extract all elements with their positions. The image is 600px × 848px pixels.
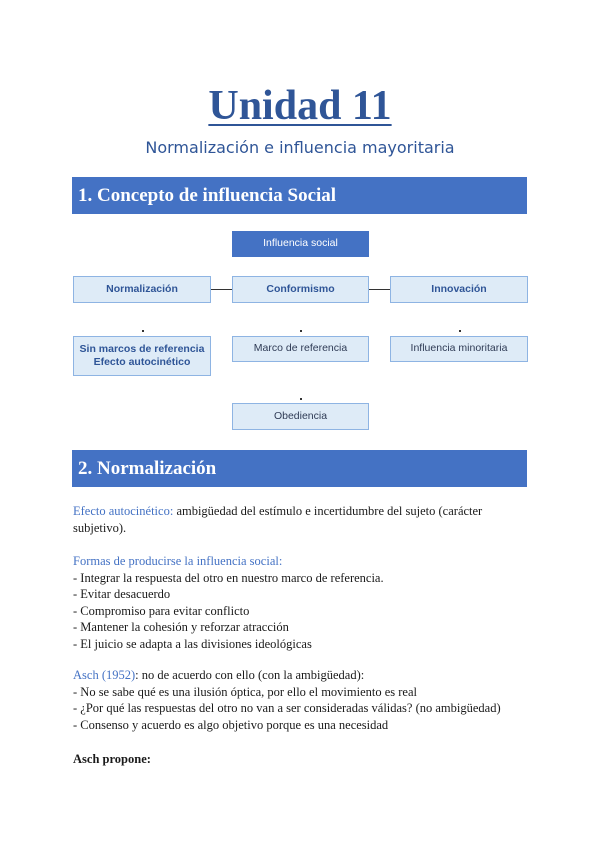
node-conformismo: Conformismo: [232, 276, 369, 303]
list-item: - Integrar la respuesta del otro en nuestro marco de referencia.: [73, 570, 384, 585]
list-item: - Compromiso para evitar conflicto: [73, 603, 250, 618]
node-normalizacion: Normalización: [73, 276, 211, 303]
efecto-text-2: subjetivo).: [73, 520, 127, 535]
node-sin-marcos-line2: Efecto autocinético: [93, 356, 191, 368]
page-subtitle: Normalización e influencia mayoritaria: [145, 138, 455, 157]
connector-dot: [300, 398, 302, 400]
node-innovacion: Innovación: [390, 276, 528, 303]
list-item: - Mantener la cohesión y reforzar atracción: [73, 620, 289, 634]
list-item: - ¿Por qué las respuestas del otro no van a ser consideradas válidas? (no ambigüedad): [73, 701, 501, 715]
node-influencia-minoritaria: Influencia minoritaria: [390, 336, 528, 362]
asch-propone: Asch propone:: [73, 752, 151, 766]
asch-label: Asch (1952): [73, 668, 136, 682]
connector-dot: [142, 330, 144, 332]
list-item: - No se sabe qué es una ilusión óptica, por ello el movimiento es real: [73, 684, 418, 699]
node-obediencia: Obediencia: [232, 403, 369, 430]
node-marco-referencia: Marco de referencia: [232, 336, 369, 362]
connector-dot: [459, 330, 461, 332]
list-item: - Evitar desacuerdo: [73, 587, 171, 601]
connector-dot: [300, 330, 302, 332]
node-influencia-social: Influencia social: [232, 231, 369, 257]
efecto-text: ambigüedad del estímulo e incertidumbre del sujeto (carácter: [173, 504, 483, 518]
list-item: - El juicio se adapta a las divisiones ideológicas: [73, 636, 312, 651]
asch-text: : no de acuerdo con ello (con la ambigüedad):: [135, 668, 365, 682]
connector-right: [368, 289, 391, 290]
section-heading-normalizacion: 2. Normalización: [72, 450, 527, 487]
node-sin-marcos: [73, 336, 211, 376]
list-item: - Consenso y acuerdo es algo objetivo porque es una necesidad: [73, 717, 389, 732]
page-title: Unidad 11: [208, 83, 392, 129]
paragraph-formas: [73, 553, 533, 652]
efecto-label: Efecto autocinético:: [73, 504, 174, 518]
formas-label: Formas de producirse la influencia social:: [73, 554, 283, 568]
section-heading-concepto: 1. Concepto de influencia Social: [72, 177, 527, 214]
paragraph-efecto: [73, 503, 533, 536]
node-sin-marcos-line1: Sin marcos de referencia: [79, 342, 205, 355]
paragraph-asch: [73, 667, 533, 733]
connector-left: [210, 289, 233, 290]
